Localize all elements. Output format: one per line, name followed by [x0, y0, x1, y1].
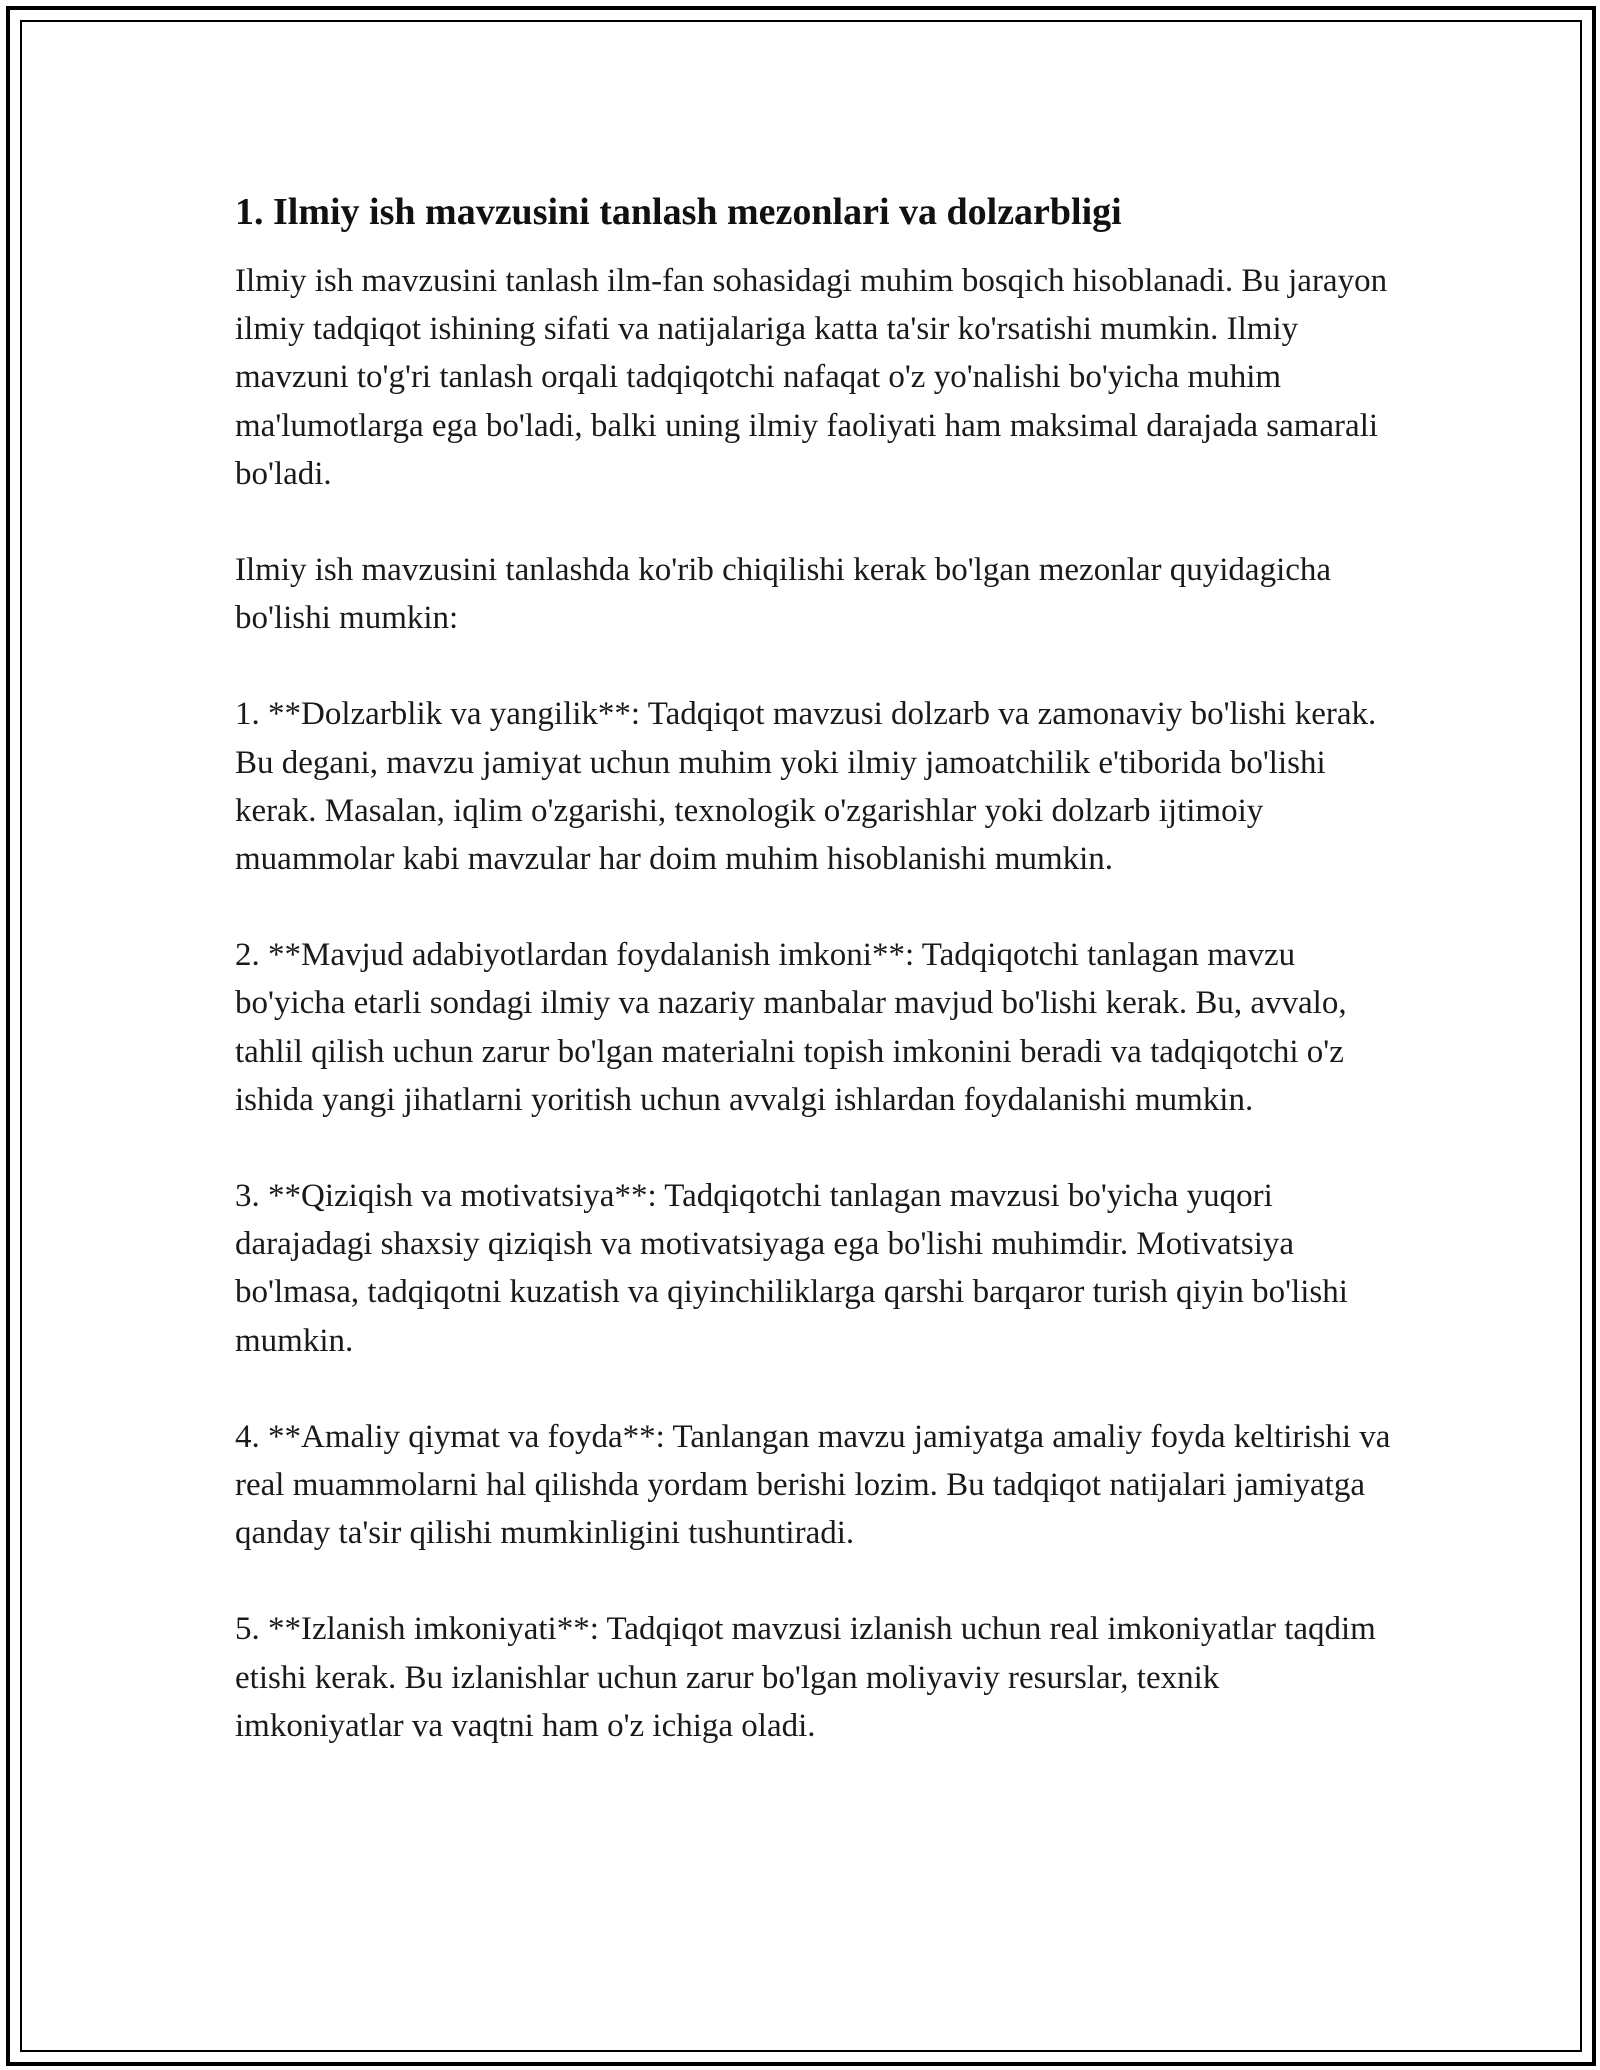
criterion-item-5: 5. **Izlanish imkoniyati**: Tadqiqot mavzusi izlanish uchun real imkoniyatlar taqdim etishi kerak. Bu izlanishlar uchun zarur bo'lgan moliyaviy resurslar, texnik imkoniyatlar va vaqtni ham o'z ichiga oladi.	[235, 1611, 1376, 1744]
criterion-item-4: 4. **Amaliy qiymat va foyda**: Tanlangan mavzu jamiyatga amaliy foyda keltirishi va real muammolarni hal qilishda yordam berishi lozim. Bu tadqiqot natijalari jamiyatga qanday ta'sir qilishi mumkinligini tushuntiradi.	[235, 1418, 1391, 1552]
section-heading: 1. Ilmiy ish mavzusini tanlash mezonlari va dolzarbligi	[235, 191, 1122, 233]
intro-paragraph: Ilmiy ish mavzusini tanlash ilm-fan sohasidagi muhim bosqich hisoblanadi. Bu jarayon ilmiy tadqiqot ishining sifati va natijalariga katta ta'sir ko'rsatishi mumkin. Ilmiy mavzuni to'g'ri tanlash orqali tadqiqotchi nafaqat o'z yo'nalishi bo'yicha muhim ma'lumotlarga ega bo'ladi, balki uning ilmiy faoliyati ham maksimal darajada samarali bo'ladi.	[235, 263, 1388, 492]
criterion-item-1: 1. **Dolzarblik va yangilik**: Tadqiqot mavzusi dolzarb va zamonaviy bo'lishi kerak. Bu degani, mavzu jamiyat uchun muhim yoki ilmiy jamoatchilik e'tiborida bo'lishi kerak. Masalan, iqlim o'zgarishi, texnologik o'zgarishlar yoki dolzarb ijtimoiy muammolar kabi mavzular har doim muhim hisoblanishi mumkin.	[235, 696, 1377, 878]
document-body	[235, 185, 1395, 1798]
criteria-lead-paragraph: Ilmiy ish mavzusini tanlashda ko'rib chiqilishi kerak bo'lgan mezonlar quyidagicha bo'lishi mumkin:	[235, 552, 1332, 637]
criterion-item-2: 2. **Mavjud adabiyotlardan foydalanish imkoni**: Tadqiqotchi tanlagan mavzu bo'yicha etarli sondagi ilmiy va nazariy manbalar mavjud bo'lishi kerak. Bu, avvalo, tahlil qilish uchun zarur bo'lgan materialni topish imkonini beradi va tadqiqotchi o'z ishida yangi jihatlarni yoritish uchun avvalgi ishlardan foydalanishi mumkin.	[235, 937, 1347, 1118]
criterion-item-3: 3. **Qiziqish va motivatsiya**: Tadqiqotchi tanlagan mavzusi bo'yicha yuqori darajadagi shaxsiy qiziqish va motivatsiyaga ega bo'lishi muhimdir. Motivatsiya bo'lmasa, tadqiqotni kuzatish va qiyinchiliklarga qarshi barqaror turish qiyin bo'lishi mumkin.	[235, 1178, 1348, 1359]
